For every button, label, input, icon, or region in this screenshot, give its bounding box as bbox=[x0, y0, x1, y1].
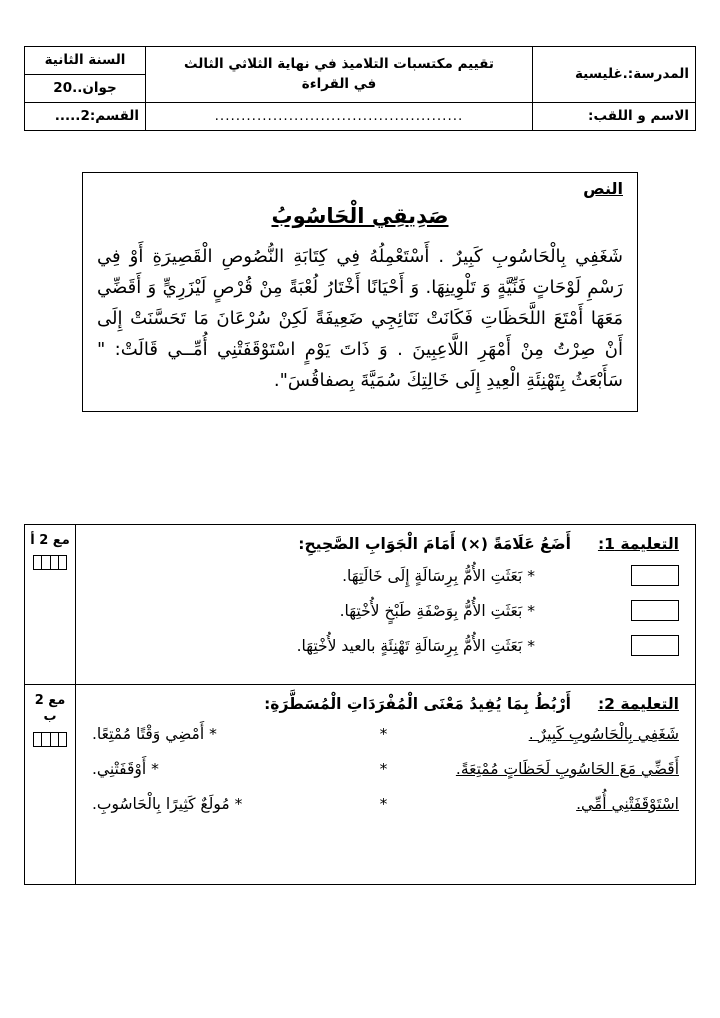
exercise-1-heading bbox=[92, 535, 679, 553]
exercise-2-row bbox=[25, 685, 696, 885]
exercise-1-option-2-text: * بَعَثَتِ الأُمُّ بِوَصْفَةِ طَبْخٍ لأُخْتِهَا. bbox=[339, 601, 535, 620]
text-title: صَدِيقِي الْحَاسُوبُ bbox=[271, 204, 449, 228]
exercise-1-option-3-text: * بَعَثَتِ الأُمُّ بِرِسَالَةِ تَهْنِئَةٍ بالعيد لأُخْتِهَا. bbox=[296, 636, 535, 655]
match-pair-1-left bbox=[92, 725, 366, 743]
year-month-cell bbox=[25, 47, 146, 103]
mark-grid-cell[interactable] bbox=[50, 732, 58, 746]
exercises-table bbox=[24, 524, 696, 885]
header-row-top bbox=[25, 47, 696, 103]
exercise-2-mark-label-line2: ب bbox=[43, 709, 57, 725]
match-pair-3-left-text: مُولَعٌ كَثِيرًا بِالْحَاسُوبِ. bbox=[91, 795, 230, 813]
exercise-1-label: التعليمة 1: bbox=[597, 535, 679, 553]
mark-grid-cell[interactable] bbox=[58, 556, 66, 570]
match-pair-3-star-right[interactable]: * bbox=[379, 795, 388, 813]
match-pair-1-right: شَغَفِي بِالْحَاسُوبِ كَبِيرٌ . bbox=[528, 725, 679, 743]
answer-checkbox-1[interactable] bbox=[631, 565, 679, 586]
exercise-1-body bbox=[76, 525, 696, 685]
match-pair-2-right-text: أَقَضِّي مَعَ الحَاسُوبِ لَحَظَاتٍ مُمْتِعَةً. bbox=[455, 760, 679, 778]
exercise-2-label: التعليمة 2: bbox=[597, 695, 679, 713]
mark-grid-row bbox=[34, 556, 67, 570]
exercise-2-instruction: أَرْبُطُ بِمَا يُفِيدُ مَعْنَى الْمُفْرَدَاتِ الْمُسَطَّرَةِ: bbox=[264, 695, 571, 713]
mark-grid-cell[interactable] bbox=[42, 732, 50, 746]
exercise-2-mark-label bbox=[27, 693, 73, 726]
match-pair-1 bbox=[92, 725, 679, 743]
student-name-label: الاسم و اللقب: bbox=[533, 102, 696, 130]
match-pair-2-right bbox=[401, 760, 679, 778]
exercise-2-blank-space bbox=[92, 830, 679, 870]
match-pair-3-left bbox=[92, 795, 366, 813]
exercise-2-heading bbox=[92, 695, 679, 713]
exercise-1-row bbox=[25, 525, 696, 685]
exercise-1-option-3 bbox=[92, 635, 679, 656]
mark-grid-cell[interactable] bbox=[42, 556, 50, 570]
answer-checkbox-2[interactable] bbox=[631, 600, 679, 621]
school-name-cell: المدرسة:.غليسية bbox=[533, 47, 696, 103]
header-row-bottom bbox=[25, 102, 696, 130]
match-pair-3 bbox=[92, 795, 679, 813]
month-row bbox=[25, 74, 145, 101]
student-name-field[interactable]: ............................................... bbox=[146, 102, 533, 130]
mark-grid-cell[interactable] bbox=[34, 556, 42, 570]
exam-title-cell bbox=[146, 47, 533, 103]
mark-grid-cell[interactable] bbox=[50, 556, 58, 570]
match-pair-3-right: اسْتَوْقَفَتْنِي أُمِّي. bbox=[576, 795, 679, 813]
match-pair-3-star-left[interactable]: * bbox=[234, 795, 243, 813]
year-month-table bbox=[25, 47, 145, 102]
class-label: القسم:2..... bbox=[25, 102, 146, 130]
exercise-1-mark-cell bbox=[25, 525, 76, 685]
exercise-1-option-1-text: * بَعَثَتِ الأُمُّ بِرِسَالَةٍ إِلَى خَالَتِهَا. bbox=[342, 566, 535, 585]
match-pair-1-left-text: أَمْضِي وَقْتًا مُمْتِعًا. bbox=[91, 725, 205, 743]
match-pair-2-left bbox=[92, 760, 366, 778]
match-pair-1-star-right[interactable]: * bbox=[379, 725, 388, 743]
year-row bbox=[25, 47, 145, 74]
mark-grid-row bbox=[34, 732, 67, 746]
exercise-2-mark-grid[interactable] bbox=[33, 732, 67, 747]
header-table bbox=[24, 46, 696, 131]
exercise-2-body bbox=[76, 685, 696, 885]
exam-month: جوان..20 bbox=[53, 79, 117, 96]
reading-text-box bbox=[82, 172, 638, 412]
match-pair-2-star-left[interactable]: * bbox=[151, 760, 159, 778]
match-pair-2 bbox=[92, 760, 679, 778]
exercise-1-option-2 bbox=[92, 600, 679, 621]
exercise-1-instruction: أَضَعُ عَلَامَةً (×) أَمَامَ الْجَوَابِ الصَّحِيحِ: bbox=[298, 535, 571, 553]
exam-title-line1: تقييم مكتسبات التلاميذ في نهاية الثلاثي الثالث bbox=[184, 55, 494, 72]
exercise-2-mark-cell bbox=[25, 685, 76, 885]
match-pair-2-star-right[interactable]: * bbox=[379, 760, 388, 778]
exercise-1-mark-grid[interactable] bbox=[33, 555, 67, 570]
mark-grid-cell[interactable] bbox=[58, 732, 66, 746]
exam-title-line2: في القراءة bbox=[301, 76, 377, 93]
text-section-label: النص bbox=[583, 179, 623, 198]
exercise-1-option-1 bbox=[92, 565, 679, 586]
mark-grid-cell[interactable] bbox=[34, 732, 42, 746]
match-pair-2-left-text: أَوْقَفَتْنِي. bbox=[91, 760, 147, 778]
exercise-1-mark-label: مع 2 أ bbox=[30, 533, 70, 548]
answer-checkbox-3[interactable] bbox=[631, 635, 679, 656]
exercise-2-mark-label-line1: مع 2 bbox=[34, 693, 66, 708]
school-year: السنة الثانية bbox=[25, 47, 145, 74]
match-pair-1-star-left[interactable]: * bbox=[209, 725, 217, 743]
text-body: شَغَفِي بِالْحَاسُوبِ كَبِيرٌ . أَسْتَعْمِلُهُ فِي كِتَابَةِ النُّصُوصِ الْقَصِيرَةِ أَوْ فِي رَسْمِ لَوْحَاتٍ فَنِّيَّةٍ وَ تَلْوِينِهَا. وَ أَحْيَانًا أَخْتَارُ لُعْبَةً مِنْ قُرْصٍ لَيْزَرِيٍّ وَ أَقَضِّي مَعَهَا أَمْتَعَ اللَّحَظَاتِ فَكَانَتْ نَتَائِجِي ضَعِيفَةً لَكِنْ سُرْعَانَ مَا تَحَسَّنَتْ إِلَى أَنْ صِرْتُ مِنْ أَمْهَرِ اللَّاعِبِينَ . وَ ذَاتَ يَوْمٍ اسْتَوْقَفَتْنِي أُمِّــي قَالَتْ: " سَأَبْعَثُ بِتَهْنِئَةِ الْعِيدِ إِلَى خَالِتِكَ سُمَيَّةَ بِصفاقُسَ". bbox=[97, 246, 623, 391]
